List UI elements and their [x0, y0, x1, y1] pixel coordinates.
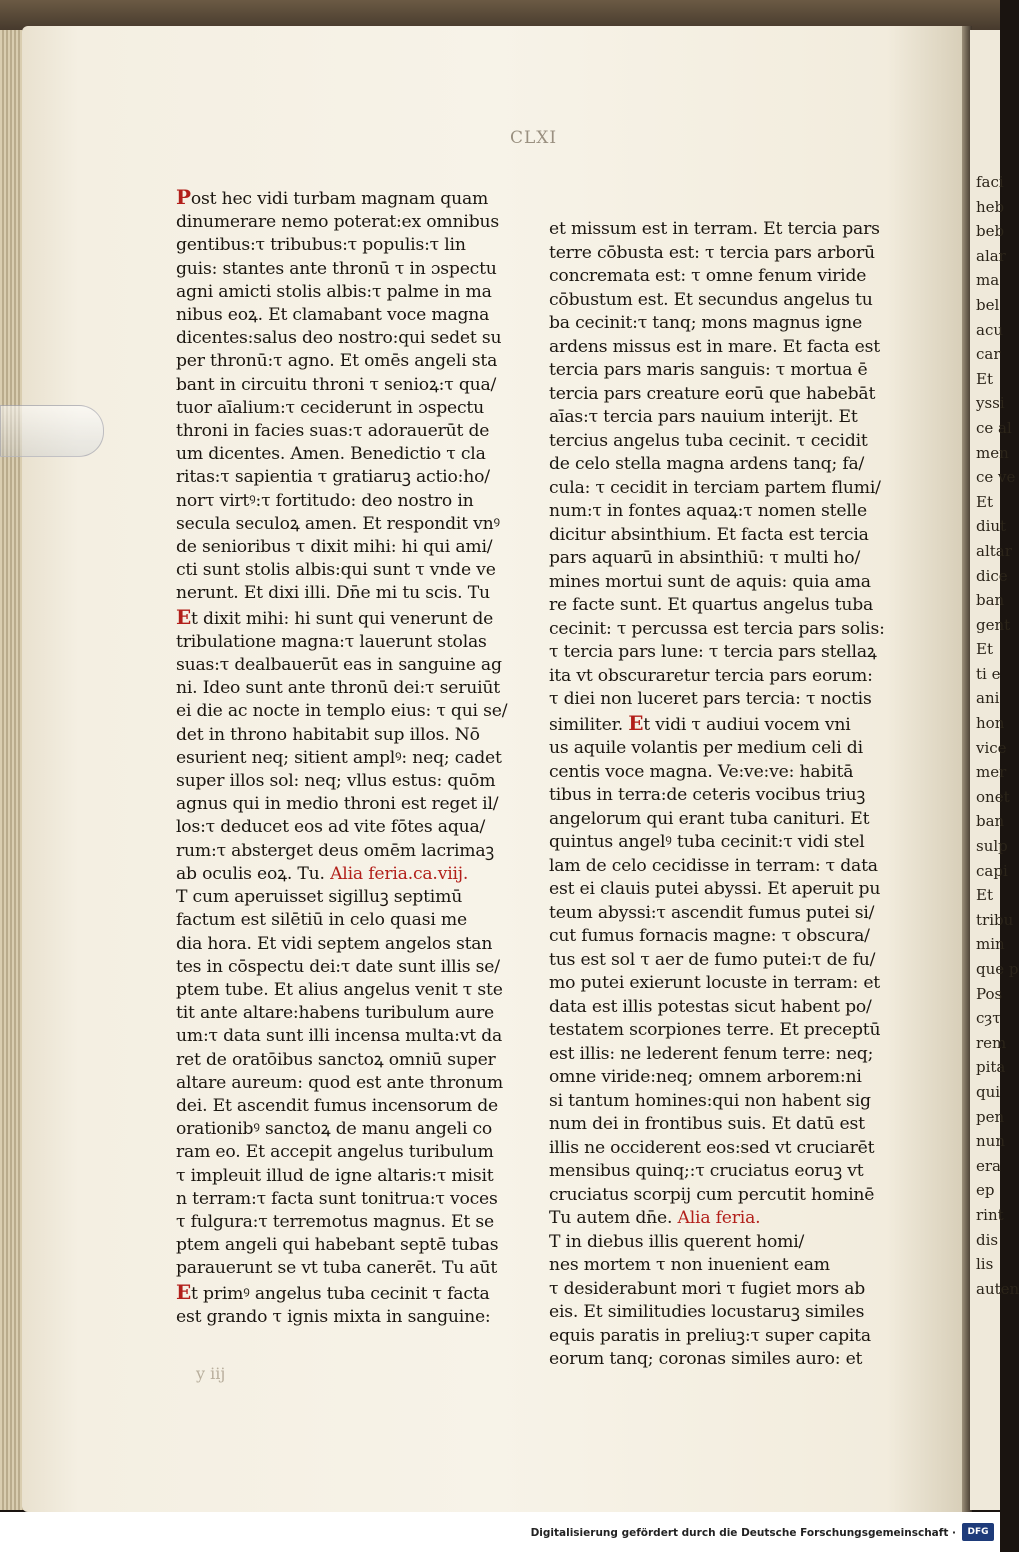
text-line	[176, 443, 518, 466]
text-line	[176, 374, 518, 397]
text-line	[549, 242, 891, 266]
text-line	[176, 677, 518, 700]
text-line	[176, 211, 518, 234]
facing-fragment: ma	[976, 271, 1000, 290]
text-line	[176, 234, 518, 257]
text-run: rum:τ absterget deus omēm lacrimaꝫ	[176, 840, 494, 861]
text-line	[176, 863, 518, 886]
facing-fragment: que p	[976, 960, 1019, 978]
facing-fragment: dice	[976, 566, 1008, 585]
text-line	[549, 618, 891, 642]
text-line	[549, 1254, 891, 1278]
text-run: data est illis potestas sicut habent po/	[549, 996, 872, 1017]
text-run: norτ virtꝰ:τ fortitudo: deo nostro in	[176, 490, 474, 511]
text-line	[176, 1257, 518, 1280]
text-run: dei. Et ascendit fumus incensorum de	[176, 1095, 499, 1116]
text-line	[549, 383, 891, 407]
text-run: cōbustum est. Et secundus angelus tu	[549, 289, 873, 310]
facing-fragment: ti e	[976, 664, 1001, 683]
text-line	[549, 1160, 891, 1184]
text-line	[549, 1325, 891, 1349]
facing-page	[970, 30, 1019, 1510]
text-line	[176, 1234, 518, 1257]
text-line	[549, 808, 891, 832]
text-line	[549, 641, 891, 665]
text-run: mensibus quinq;:τ cruciatus eoruꝫ vt	[549, 1161, 864, 1181]
red-initial: E	[176, 604, 192, 629]
text-run: mo putei exierunt locuste in terram: et	[549, 973, 880, 993]
text-run: nerunt. Et dixi illi. Dn̄e mi tu scis. Tu	[176, 583, 490, 604]
text-run: τ tercia pars lune: τ tercia pars stellaꝝ	[549, 642, 877, 662]
dfg-logo: DFG	[962, 1523, 994, 1541]
text-line	[549, 925, 891, 949]
text-line	[176, 397, 518, 420]
facing-fragment: Et	[976, 886, 993, 905]
facing-fragment: capi	[976, 861, 1008, 880]
text-line	[549, 1301, 891, 1325]
text-run: terre cōbusta est: τ tercia pars arborū	[549, 242, 875, 263]
text-run: similiter.	[549, 714, 629, 735]
signature-mark: y iij	[196, 1364, 226, 1383]
text-run: de senioribus τ dixit mihi: hi qui ami/	[176, 537, 493, 558]
facing-fragment: qui	[976, 1082, 1001, 1101]
facing-fragment: ce al	[976, 418, 1012, 437]
text-line	[549, 312, 891, 336]
text-line	[176, 1049, 518, 1072]
facing-fragment: heb	[976, 197, 1005, 216]
text-line	[176, 1002, 518, 1025]
facing-fragment: mer	[976, 763, 1007, 782]
facing-fragment: beb	[976, 222, 1005, 241]
text-run: ni. Ideo sunt ante thronū dei:τ seruiūt	[176, 678, 500, 699]
facing-fragment: vice	[976, 738, 1007, 757]
text-run: ret de oratōibus sanctoꝝ omniū super	[176, 1049, 496, 1070]
facing-fragment: ce ve	[976, 468, 1016, 487]
text-run: ptem tube. Et alius angelus venit τ ste	[176, 979, 503, 1000]
text-line	[549, 831, 891, 855]
facing-fragment: Et	[976, 640, 993, 659]
text-run: tus est sol τ aer de fumo putei:τ de fu/	[549, 949, 876, 970]
text-line	[549, 902, 891, 926]
text-run: T in diebus illis querent homi/	[549, 1231, 805, 1252]
text-run: us aquile volantis per medium celi di	[549, 738, 863, 758]
facing-fragment: nun	[976, 1132, 1005, 1151]
digitization-footer	[0, 1512, 1000, 1552]
text-run: pars aquarū in absinthiū: τ multi ho/	[549, 548, 861, 568]
text-line	[176, 956, 518, 979]
facing-fragment: sulp	[976, 837, 1008, 856]
text-run: secula seculoꝝ amen. Et respondit vnꝰ	[176, 513, 500, 534]
text-run: omne viride:neq; omnem arborem:ni	[549, 1067, 862, 1087]
facing-fragment: altar	[976, 541, 1012, 560]
text-run: nes mortem τ non inuenient eam	[549, 1255, 830, 1275]
text-run: parauerunt se vt tuba canerēt. Tu aūt	[176, 1258, 498, 1279]
red-initial: P	[176, 185, 191, 209]
text-run: bant in circuitu throni τ senioꝝ:τ qua/	[176, 374, 497, 395]
text-run: throni in facies suas:τ adorauerūt de	[176, 421, 490, 442]
text-line	[549, 855, 891, 879]
facing-fragment: gent	[976, 615, 1011, 634]
text-run: tit ante altare:habens turibulum aure	[176, 1003, 494, 1024]
text-line	[176, 840, 518, 863]
facing-fragment: car	[976, 345, 1001, 364]
text-run: lam de celo cecidisse in terram: τ data	[549, 855, 878, 876]
text-line	[176, 979, 518, 1002]
text-line	[549, 878, 891, 902]
text-line	[549, 784, 891, 808]
text-line	[549, 1090, 891, 1114]
text-run: agni amicti stolis albis:τ palme in ma	[176, 281, 492, 302]
text-run: illis ne occiderent eos:sed vt cruciarēt	[549, 1137, 875, 1158]
left-text-column	[176, 186, 518, 1329]
text-line	[176, 700, 518, 723]
text-run: suas:τ dealbauerūt eas in sanguine ag	[176, 655, 502, 676]
text-line	[549, 972, 891, 996]
text-line	[176, 606, 518, 631]
text-run: nibus eoꝝ. Et clamabant voce magna	[176, 305, 490, 326]
text-line	[176, 886, 518, 909]
facing-fragment: pita	[976, 1058, 1006, 1077]
facing-fragment: bel	[976, 295, 1000, 314]
facing-fragment: hon	[976, 714, 1005, 733]
text-line	[176, 770, 518, 793]
text-run: t vidi τ audiui vocem vni	[643, 714, 851, 735]
text-line	[176, 327, 518, 350]
text-run: tercia pars creature eorū que habebāt	[549, 383, 876, 404]
text-line	[176, 490, 518, 513]
right-text-column	[549, 218, 891, 1372]
text-run: cula: τ cecidit in terciam partem flumi/	[549, 477, 881, 498]
text-run: testatem scorpiones terre. Et preceptū	[549, 1020, 881, 1040]
text-run: re facte sunt. Et quartus angelus tuba	[549, 595, 874, 615]
text-run: ba cecinit:τ tanq; mons magnus igne	[549, 313, 863, 333]
text-line	[549, 1019, 891, 1043]
text-run: num dei in frontibus suis. Et datū est	[549, 1114, 865, 1134]
text-line	[549, 712, 891, 738]
text-run: ei die ac nocte in templo eius: τ qui se/	[176, 701, 508, 722]
text-line	[176, 724, 518, 747]
facing-fragment: diut	[976, 517, 1007, 536]
text-run: ardens missus est in mare. Et facta est	[549, 336, 880, 357]
text-line	[549, 761, 891, 785]
facing-fragment: ban	[976, 812, 1005, 831]
rubric-heading: Alia feria.ca.viij.	[330, 863, 469, 884]
facing-fragment: acu	[976, 320, 1004, 339]
text-run: cti sunt stolis albis:qui sunt τ vnde ve	[176, 560, 496, 581]
text-run: ab oculis eoꝝ. Tu.	[176, 863, 331, 884]
facing-fragment: auten	[976, 1279, 1019, 1298]
text-line	[176, 281, 518, 304]
text-line	[176, 1025, 518, 1048]
text-line	[549, 996, 891, 1020]
facing-fragment: alar	[976, 246, 1006, 265]
text-run: angelorum qui erant tuba cаnituri. Et	[549, 808, 870, 829]
text-run: concremata est: τ omne fenum viride	[549, 266, 867, 286]
text-line	[549, 359, 891, 383]
text-line	[549, 453, 891, 477]
text-run: τ desiderabunt mori τ fugiet mors ab	[549, 1278, 866, 1299]
text-line	[176, 1306, 518, 1329]
text-run: tuor aīalium:τ ceciderunt in ɔspectu	[176, 397, 484, 418]
red-initial: E	[628, 710, 644, 735]
text-run: T cum aperuisset sigilluꝫ septimū	[176, 887, 463, 908]
text-run: teum abyssi:τ ascendit fumus putei si/	[549, 902, 875, 923]
text-run: cecinit: τ percussa est tercia pars solis:	[549, 618, 885, 639]
text-line	[549, 571, 891, 595]
text-line	[549, 688, 891, 712]
text-run: centis voce magna. Ve:ve:ve: habitā	[549, 761, 854, 782]
text-run: τ impleuit illud de igne altaris:τ misit	[176, 1165, 494, 1186]
text-run: est illis: ne lederent fenum terre: neq;	[549, 1043, 874, 1064]
text-run: agnus qui in medio throni est reget il/	[176, 794, 499, 815]
facing-fragment: pen	[976, 1107, 1005, 1126]
text-line	[549, 949, 891, 973]
text-run: num:τ in fontes aquaꝝ:τ nomen stelle	[549, 501, 867, 521]
text-line	[549, 1066, 891, 1090]
text-line	[176, 1211, 518, 1234]
text-run: equis paratis in preliuꝫ:τ super capita	[549, 1325, 871, 1346]
text-run: si tantum homines:qui non habent sig	[549, 1090, 871, 1111]
text-run: tibus in terra:de ceteris vocibus triuꝫ	[549, 785, 866, 805]
plastic-clip	[0, 405, 104, 457]
text-line	[549, 289, 891, 313]
facing-fragment: onet	[976, 787, 1010, 806]
text-run: tribulatione magna:τ lauerunt stolas	[176, 631, 487, 652]
page-stack	[0, 30, 24, 1510]
text-run: dinumerare nemo poterat:ex omnibus	[176, 212, 499, 233]
text-line	[549, 500, 891, 524]
text-line	[549, 665, 891, 689]
text-line	[176, 1072, 518, 1095]
facing-fragment: Et	[976, 492, 993, 511]
text-run: um dicentes. Amen. Benedictio τ cla	[176, 444, 486, 465]
text-line	[176, 1095, 518, 1118]
text-line	[176, 1165, 518, 1188]
text-run: super illos sol: neq; vllus estus: quōm	[176, 771, 496, 792]
text-run: ost hec vidi turbam magnam quam	[190, 189, 489, 209]
text-run: tercius angelus tuba cecinit. τ cecidit	[549, 430, 868, 451]
text-line	[176, 536, 518, 559]
text-run: dia hora. Et vidi septem angelos stan	[176, 933, 493, 954]
text-line	[549, 737, 891, 761]
text-run: tes in cōspectu dei:τ date sunt illis se/	[176, 956, 500, 977]
text-run: t dixit mihi: hi sunt qui venerunt de	[191, 608, 494, 629]
text-line	[176, 816, 518, 839]
facing-page-text	[970, 30, 1019, 1301]
text-run: τ fulgura:τ terremotus magnus. Et se	[176, 1211, 494, 1232]
text-run: aīas:τ tercia pars nauium interijt. Et	[549, 407, 858, 427]
text-run: Tu autem dn̄e.	[549, 1208, 678, 1228]
text-run: eis. Et similitudies locustaruꝫ similes	[549, 1302, 865, 1322]
text-run: est grando τ ignis mixta in sanguine:	[176, 1306, 491, 1327]
facing-fragment: dis	[976, 1230, 999, 1249]
text-run: guis: stantes ante thronū τ in ɔspectu	[176, 258, 497, 279]
text-line	[549, 430, 891, 454]
text-run: altare aureum: quod est ante thronum	[176, 1072, 503, 1093]
facing-fragment: Et	[976, 369, 993, 388]
text-run: dicentes:salus deo nostro:qui sedet su	[176, 328, 502, 349]
facing-fragment: rem	[976, 1033, 1007, 1052]
text-line	[176, 654, 518, 677]
text-line	[176, 1141, 518, 1164]
text-line	[549, 1207, 891, 1231]
text-line	[176, 1281, 518, 1306]
text-line	[176, 466, 518, 489]
facing-fragment: yssi	[976, 394, 1005, 413]
red-initial: E	[176, 1279, 192, 1304]
text-run: ritas:τ sapientia τ gratiaruꝫ actio:ho/	[176, 467, 490, 488]
facing-fragment: ep	[976, 1181, 995, 1200]
text-line	[176, 933, 518, 956]
text-line	[549, 1231, 891, 1255]
text-line	[549, 336, 891, 360]
text-run: t primꝰ angelus tuba cecinit τ facta	[191, 1283, 490, 1304]
text-line	[549, 594, 891, 618]
text-line	[176, 747, 518, 770]
text-run: n terram:τ facta sunt tonitrua:τ voces	[176, 1188, 498, 1209]
text-run: ptem angeli qui habebant septē tubas	[176, 1235, 499, 1256]
text-line	[549, 1113, 891, 1137]
text-run: ita vt obscuraretur tercia pars eorum:	[549, 665, 873, 686]
facing-fragment: Pos	[976, 984, 1003, 1003]
text-line	[549, 265, 891, 289]
text-run: de celo stella magna ardens tanq; fa/	[549, 454, 865, 474]
text-line	[176, 513, 518, 536]
facing-fragment: min	[976, 935, 1005, 954]
text-line	[176, 1118, 518, 1141]
facing-fragment: tribu	[976, 910, 1014, 929]
text-run: los:τ deducet eos ad vite fōtes aqua/	[176, 817, 486, 838]
text-run: ram eo. Et accepit angelus turibulum	[176, 1142, 494, 1163]
text-run: um:τ data sunt illi incensa multa:vt da	[176, 1026, 503, 1047]
text-line	[176, 420, 518, 443]
facing-fragment: lis	[976, 1255, 994, 1274]
text-line	[549, 477, 891, 501]
text-line	[176, 631, 518, 654]
text-line	[176, 350, 518, 373]
facing-fragment: faci	[976, 173, 1004, 191]
text-run: per thronū:τ agno. Et omēs angeli sta	[176, 351, 498, 372]
text-run: orationibꝰ sanctoꝝ de manu angeli co	[176, 1119, 493, 1140]
text-line	[176, 1188, 518, 1211]
text-run: mines mortui sunt de aquis: quia ama	[549, 571, 871, 592]
text-line	[176, 258, 518, 281]
text-line	[176, 793, 518, 816]
text-run: cut fumus fornacis magne: τ obscura/	[549, 926, 870, 946]
text-run: esurient neq; sitient amplꝰ: neq; cadet	[176, 747, 502, 768]
facing-fragment: rint	[976, 1205, 1004, 1224]
facing-fragment: ani	[976, 689, 1000, 708]
text-line	[176, 559, 518, 582]
text-run: det in throno habitabit sup illos. Nō	[176, 724, 480, 745]
text-run: τ diei non luceret pars tercia: τ noctis	[549, 689, 872, 709]
text-line	[176, 582, 518, 605]
text-run: et missum est in terram. Et tercia pars	[549, 219, 880, 239]
text-run: eorum tanq; coronas similes auro: et	[549, 1349, 863, 1369]
text-line	[549, 1184, 891, 1208]
text-line	[549, 1137, 891, 1161]
text-line	[549, 547, 891, 571]
text-line	[176, 304, 518, 327]
text-run: factum est silētiū in celo quasi me	[176, 910, 467, 931]
text-run: dicitur absinthium. Et facta est tercia	[549, 524, 869, 545]
text-run: cruciatus scorpij cum percutit hominē	[549, 1184, 875, 1205]
text-line	[176, 186, 518, 211]
text-run: gentibus:τ tribubus:τ populis:τ lin	[176, 235, 466, 256]
facing-fragment: men	[976, 443, 1009, 462]
text-line	[549, 406, 891, 430]
rubric-heading: Alia feria.	[677, 1208, 761, 1228]
text-run: tercia pars maris sanguis: τ mortua ē	[549, 360, 868, 380]
folio-number: CLXI	[510, 128, 558, 148]
text-run: quintus angelꝰ tuba cecinit:τ vidi stel	[549, 832, 865, 852]
text-line	[549, 1278, 891, 1302]
text-run: est ei clauis putei abyssi. Et aperuit pu	[549, 879, 881, 899]
facing-fragment: era	[976, 1156, 1001, 1175]
text-line	[549, 1043, 891, 1067]
facing-fragment: ban	[976, 591, 1005, 610]
facing-fragment: cȝτ	[976, 1009, 1001, 1028]
text-line	[549, 218, 891, 242]
text-line	[549, 1348, 891, 1372]
text-line	[176, 909, 518, 932]
funding-credit: Digitalisierung gefördert durch die Deutsche Forschungsgemeinschaft ·	[530, 1527, 956, 1539]
text-line	[549, 524, 891, 548]
